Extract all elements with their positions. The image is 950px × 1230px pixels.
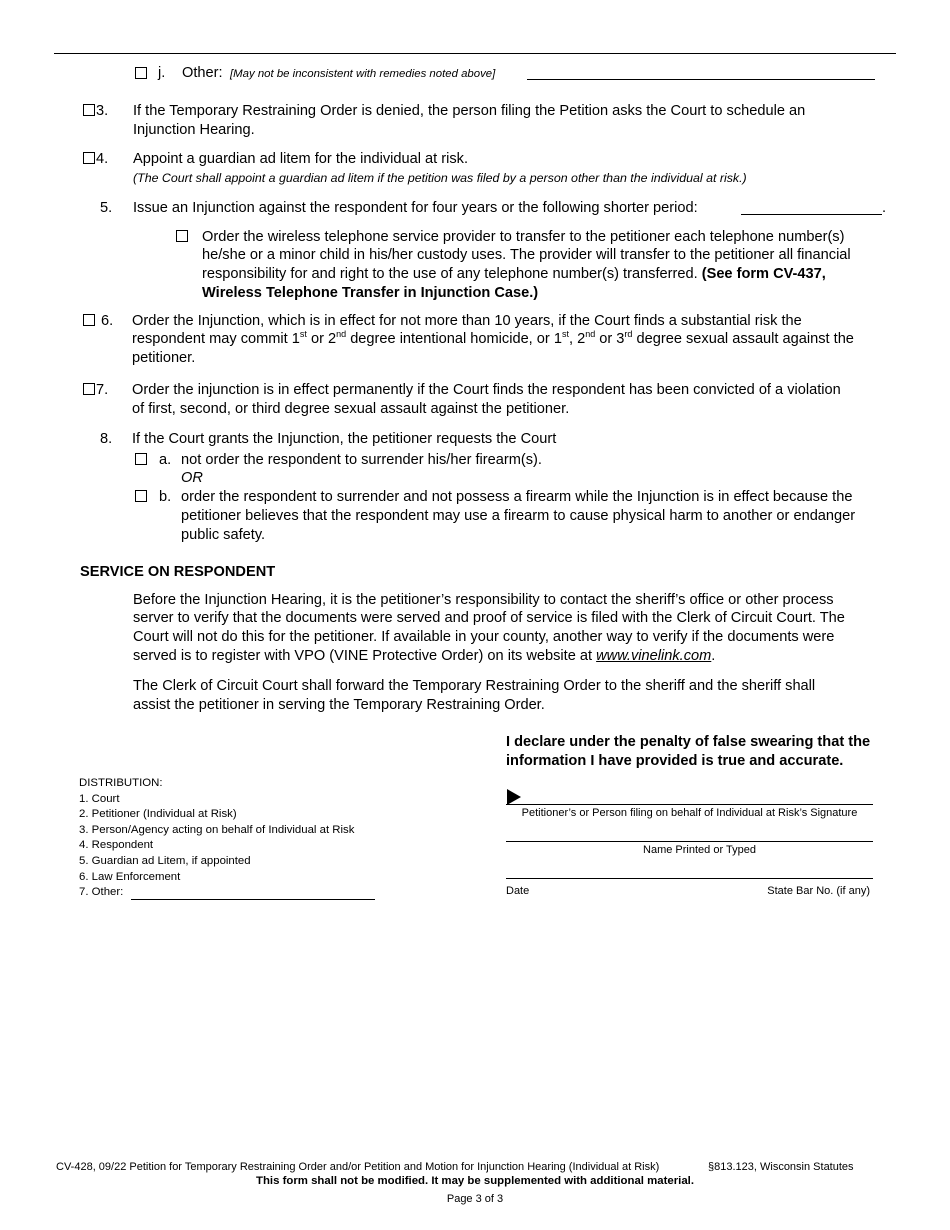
distribution-item: 5. Guardian ad Litem, if appointed — [79, 854, 251, 867]
item-j-checkbox[interactable] — [135, 67, 147, 79]
top-rule — [54, 53, 896, 54]
item-3-number: 3. — [96, 103, 109, 119]
item-5-sub-line4: Wireless Telephone Transfer in Injunction Case.) — [202, 285, 539, 301]
state-bar-label: State Bar No. (if any) — [767, 885, 870, 897]
item-4-checkbox[interactable] — [83, 152, 95, 164]
item-3-checkbox[interactable] — [83, 104, 95, 116]
service-p1-line4 — [133, 647, 715, 666]
item-6-sup-st1: st — [299, 329, 307, 340]
signature-arrow-icon — [507, 789, 521, 805]
item-5-form-ref: (See form CV-437, — [701, 266, 826, 282]
service-heading: SERVICE ON RESPONDENT — [80, 564, 276, 580]
distribution-block — [79, 776, 354, 901]
distribution-item: 6. Law Enforcement — [79, 870, 181, 883]
distribution-item: 2. Petitioner (Individual at Risk) — [79, 808, 237, 821]
item-7-number: 7. — [96, 382, 109, 398]
item-6-sup-st2: st — [561, 329, 569, 340]
item-6-sup-nd1: nd — [336, 329, 347, 340]
item-5-number: 5. — [100, 200, 113, 216]
item-8a-checkbox[interactable] — [135, 453, 147, 465]
vinelink-link[interactable]: www.vinelink.com — [596, 648, 712, 664]
distribution-item: 3. Person/Agency acting on behalf of Individual at Risk — [79, 823, 355, 836]
distribution-heading: DISTRIBUTION: — [79, 777, 163, 789]
item-6-checkbox[interactable] — [83, 314, 95, 326]
footer-form-id: CV-428, 09/22 Petition for Temporary Restraining Order and/or Petition and Motion for Injunction Hearing (Individual at Risk) — [56, 1161, 660, 1173]
service-p1-end: . — [711, 648, 716, 664]
item-6-number: 6. — [101, 313, 114, 329]
item-j-letter: j. — [158, 65, 166, 81]
footer-statute: §813.123, Wisconsin Statutes — [708, 1161, 854, 1173]
item-3-line2: Injunction Hearing. — [133, 122, 255, 138]
item-4-number: 4. — [96, 151, 109, 167]
item-8b-checkbox[interactable] — [135, 490, 147, 502]
item-5-phone-transfer-checkbox[interactable] — [176, 230, 188, 242]
distribution-other: 7. Other: — [79, 886, 124, 899]
footer-notice: This form shall not be modified. It may be supplemented with additional material. — [256, 1175, 694, 1187]
item-5-sub-line1: Order the wireless telephone service provider to transfer to the petitioner each telephone number(s) — [202, 229, 845, 245]
item-6-seg-c: degree intentional homicide, or 1 — [346, 331, 562, 347]
item-8a-text: not order the respondent to surrender his/her firearm(s). — [181, 452, 542, 468]
item-j-note: [May not be inconsistent with remedies noted above] — [230, 68, 496, 80]
item-8-or: OR — [181, 470, 203, 486]
item-5-sub-line3 — [202, 265, 826, 284]
item-4-note: (The Court shall appoint a guardian ad litem if the petition was filed by a person other than the individual at risk.) — [133, 171, 747, 185]
item-3-line1: If the Temporary Restraining Order is denied, the person filing the Petition asks the Court to schedule an — [133, 103, 806, 119]
signature-field[interactable] — [506, 804, 873, 805]
date-bar-field[interactable] — [506, 878, 873, 879]
distribution-other-field[interactable] — [131, 899, 375, 900]
item-6-seg-b: or 2 — [306, 331, 337, 347]
item-6-seg-d: , 2 — [568, 331, 586, 347]
distribution-item: 1. Court — [79, 792, 120, 805]
item-6-line1: Order the Injunction, which is in effect for not more than 10 years, if the Court finds a substantial risk the — [132, 313, 802, 329]
date-label: Date — [506, 885, 530, 897]
item-6-seg-f: degree sexual assault against the — [632, 331, 854, 347]
item-5-text: Issue an Injunction against the respondent for four years or the following shorter period: — [133, 200, 698, 216]
item-8-number: 8. — [100, 431, 113, 447]
item-6-seg-e: or 3 — [595, 331, 625, 347]
item-6-line2 — [132, 330, 854, 349]
name-printed-field[interactable] — [506, 841, 873, 842]
service-p1-line2: server to verify that the documents were served and proof of service is filed with the Clerk of Circuit Court. The — [133, 610, 845, 626]
item-5-period-end: . — [882, 200, 887, 216]
item-5-period-field[interactable] — [741, 214, 882, 215]
signature-label: Petitioner’s or Person filing on behalf of Individual at Risk’s Signature — [521, 807, 858, 819]
item-8b-line3: public safety. — [181, 527, 266, 543]
item-6-seg-a: respondent may commit 1 — [132, 331, 300, 347]
item-8b-line2: petitioner believes that the respondent may use a firearm to cause physical harm to another or endanger — [181, 508, 856, 524]
name-printed-label: Name Printed or Typed — [643, 844, 756, 856]
item-6-line3: petitioner. — [132, 350, 196, 366]
item-6-sup-rd: rd — [624, 329, 633, 340]
service-p2-line1: The Clerk of Circuit Court shall forward the Temporary Restraining Order to the sheriff and the sheriff shall — [133, 678, 816, 694]
service-p2-line2: assist the petitioner in serving the Temporary Restraining Order. — [133, 697, 545, 713]
service-p1-line4-text: served is to register with VPO (VINE Protective Order) on its website at — [133, 648, 593, 664]
item-8b-letter: b. — [159, 489, 172, 505]
item-7-checkbox[interactable] — [83, 383, 95, 395]
declaration-line2: information I have provided is true and accurate. — [506, 753, 844, 769]
item-7-line1: Order the injunction is in effect permanently if the Court finds the respondent has been convicted of a violation — [132, 382, 841, 398]
service-p1-line1: Before the Injunction Hearing, it is the petitioner’s responsibility to contact the sheriff’s office or other process — [133, 592, 834, 608]
item-4-text: Appoint a guardian ad litem for the individual at risk. — [133, 151, 469, 167]
item-j-label: Other: — [182, 65, 223, 81]
service-p1-line3: Court will not do this for the petitioner. If available in your county, another way to verify if the documents were — [133, 629, 835, 645]
item-8b-line1: order the respondent to surrender and not possess a firearm while the Injunction is in effect because the — [181, 489, 853, 505]
item-7-line2: of first, second, or third degree sexual assault against the petitioner. — [132, 401, 570, 417]
item-5-sub-line2: he/she or a minor child in his/her custody uses. The provider will transfer to the petitioner all financial — [202, 247, 851, 263]
distribution-item: 4. Respondent — [79, 839, 154, 852]
item-j-other-field[interactable] — [527, 79, 875, 80]
item-8-text: If the Court grants the Injunction, the petitioner requests the Court — [132, 431, 557, 447]
item-8a-letter: a. — [159, 452, 172, 468]
declaration-line1: I declare under the penalty of false swearing that the — [506, 734, 871, 750]
item-5-sub-text3: responsibility for and right to the use of any telephone number(s) transferred. — [202, 266, 698, 282]
item-6-sup-nd2: nd — [585, 329, 596, 340]
page-number: Page 3 of 3 — [446, 1193, 504, 1205]
